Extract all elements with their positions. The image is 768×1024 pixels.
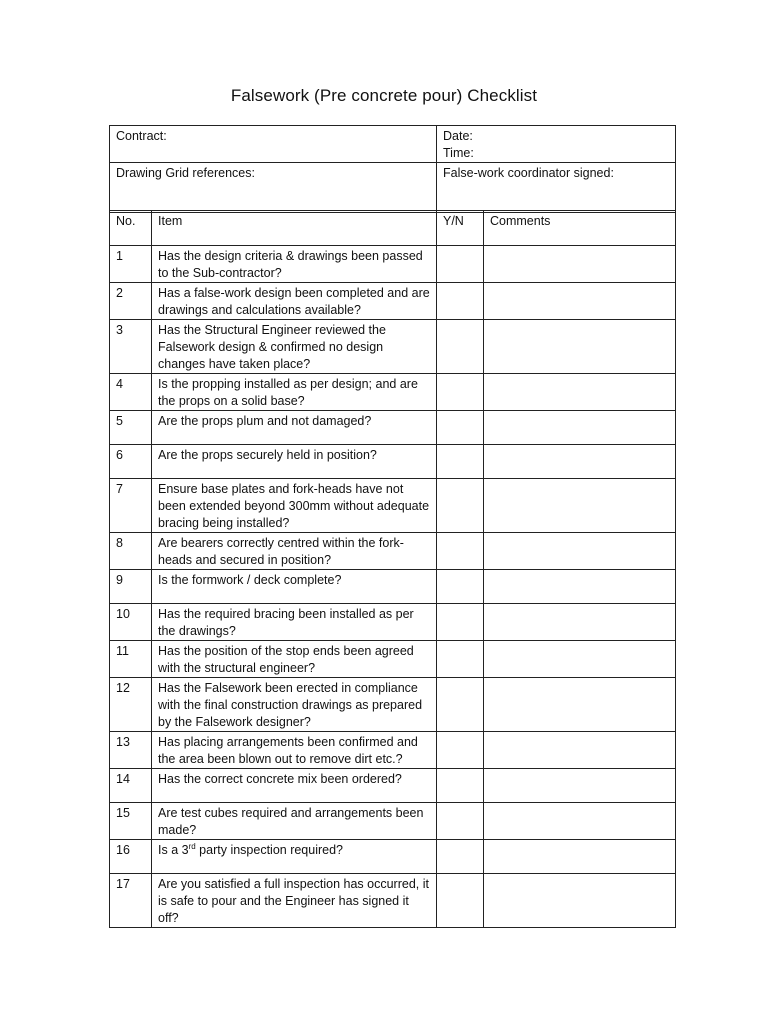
- item-text: Has the Falsework been erected in compliance with the final construction drawings as prepared by the Falsework designer?: [152, 678, 437, 732]
- yn-cell[interactable]: [437, 732, 484, 769]
- item-text: Are the props securely held in position?: [152, 445, 437, 479]
- item-number: 10: [110, 604, 152, 641]
- item-text: Are the props plum and not damaged?: [152, 411, 437, 445]
- table-row: [110, 641, 676, 678]
- table-row: [110, 411, 676, 445]
- item-number: 7: [110, 479, 152, 533]
- item-number: 5: [110, 411, 152, 445]
- item-number: 4: [110, 374, 152, 411]
- coordinator-field[interactable]: [437, 163, 676, 213]
- table-row: [110, 570, 676, 604]
- comments-cell[interactable]: [484, 840, 676, 874]
- item-number: 3: [110, 320, 152, 374]
- column-header-comments: Comments: [484, 211, 676, 246]
- yn-cell[interactable]: [437, 320, 484, 374]
- drawing-grid-field[interactable]: [110, 163, 437, 213]
- table-row: [110, 283, 676, 320]
- yn-cell[interactable]: [437, 445, 484, 479]
- comments-cell[interactable]: [484, 769, 676, 803]
- item-number: 12: [110, 678, 152, 732]
- item-number: 15: [110, 803, 152, 840]
- item-text: [152, 840, 437, 874]
- comments-cell[interactable]: [484, 874, 676, 928]
- comments-cell[interactable]: [484, 283, 676, 320]
- table-row: [110, 533, 676, 570]
- table-row: [110, 874, 676, 928]
- comments-cell[interactable]: [484, 641, 676, 678]
- yn-cell[interactable]: [437, 769, 484, 803]
- comments-cell[interactable]: [484, 479, 676, 533]
- time-label: Time:: [443, 146, 474, 160]
- item-text: Are bearers correctly centred within the fork-heads and secured in position?: [152, 533, 437, 570]
- item-text-end: party inspection required?: [195, 843, 344, 857]
- column-header-no: No.: [110, 211, 152, 246]
- item-number: 8: [110, 533, 152, 570]
- header-table: [109, 125, 676, 213]
- item-text: Has placing arrangements been confirmed and the area been blown out to remove dirt etc.?: [152, 732, 437, 769]
- column-header-yn: Y/N: [437, 211, 484, 246]
- page-title: Falsework (Pre concrete pour) Checklist: [230, 86, 538, 105]
- yn-cell[interactable]: [437, 604, 484, 641]
- item-number: 11: [110, 641, 152, 678]
- comments-cell[interactable]: [484, 732, 676, 769]
- comments-cell[interactable]: [484, 533, 676, 570]
- item-text: Has the correct concrete mix been ordered?: [152, 769, 437, 803]
- item-number: 6: [110, 445, 152, 479]
- table-row: [110, 803, 676, 840]
- item-number: 17: [110, 874, 152, 928]
- table-row: [110, 769, 676, 803]
- contract-field[interactable]: [110, 126, 437, 163]
- date-label: Date:: [443, 129, 473, 143]
- item-text: Are you satisfied a full inspection has occurred, it is safe to pour and the Engineer has signed it off?: [152, 874, 437, 928]
- item-text: Is the formwork / deck complete?: [152, 570, 437, 604]
- yn-cell[interactable]: [437, 570, 484, 604]
- table-row: [110, 374, 676, 411]
- table-row: [110, 678, 676, 732]
- yn-cell[interactable]: [437, 678, 484, 732]
- comments-cell[interactable]: [484, 803, 676, 840]
- drawing-grid-label: Drawing Grid references:: [116, 166, 255, 180]
- yn-cell[interactable]: [437, 283, 484, 320]
- item-text: Ensure base plates and fork-heads have not been extended beyond 300mm without adequate bracing being installed?: [152, 479, 437, 533]
- comments-cell[interactable]: [484, 246, 676, 283]
- yn-cell[interactable]: [437, 533, 484, 570]
- comments-cell[interactable]: [484, 411, 676, 445]
- yn-cell[interactable]: [437, 246, 484, 283]
- table-row: [110, 840, 676, 874]
- comments-cell[interactable]: [484, 604, 676, 641]
- item-number: 9: [110, 570, 152, 604]
- item-text: Are test cubes required and arrangements been made?: [152, 803, 437, 840]
- contract-label: Contract:: [116, 129, 167, 143]
- item-text: Has the Structural Engineer reviewed the Falsework design & confirmed no design changes have taken place?: [152, 320, 437, 374]
- item-text-start: Is a 3: [158, 843, 189, 857]
- comments-cell[interactable]: [484, 445, 676, 479]
- item-text: Has a false-work design been completed and are drawings and calculations available?: [152, 283, 437, 320]
- checklist-table: [109, 210, 676, 928]
- item-number: 14: [110, 769, 152, 803]
- table-row: [110, 479, 676, 533]
- item-number: 13: [110, 732, 152, 769]
- coordinator-label: False-work coordinator signed:: [443, 166, 614, 180]
- yn-cell[interactable]: [437, 803, 484, 840]
- yn-cell[interactable]: [437, 479, 484, 533]
- item-text: Has the position of the stop ends been agreed with the structural engineer?: [152, 641, 437, 678]
- yn-cell[interactable]: [437, 840, 484, 874]
- item-number: 2: [110, 283, 152, 320]
- yn-cell[interactable]: [437, 411, 484, 445]
- item-text: Has the required bracing been installed as per the drawings?: [152, 604, 437, 641]
- yn-cell[interactable]: [437, 641, 484, 678]
- comments-cell[interactable]: [484, 374, 676, 411]
- comments-cell[interactable]: [484, 320, 676, 374]
- item-text: Has the design criteria & drawings been passed to the Sub-contractor?: [152, 246, 437, 283]
- column-header-row: [110, 211, 676, 246]
- column-header-item: Item: [152, 211, 437, 246]
- item-text: Is the propping installed as per design; and are the props on a solid base?: [152, 374, 437, 411]
- item-number: 16: [110, 840, 152, 874]
- table-row: [110, 246, 676, 283]
- item-number: 1: [110, 246, 152, 283]
- date-time-field[interactable]: [437, 126, 676, 163]
- comments-cell[interactable]: [484, 570, 676, 604]
- table-row: [110, 320, 676, 374]
- yn-cell[interactable]: [437, 374, 484, 411]
- table-row: [110, 604, 676, 641]
- table-row: [110, 445, 676, 479]
- yn-cell[interactable]: [437, 874, 484, 928]
- table-row: [110, 732, 676, 769]
- ordinal-suffix: rd: [188, 842, 196, 851]
- comments-cell[interactable]: [484, 678, 676, 732]
